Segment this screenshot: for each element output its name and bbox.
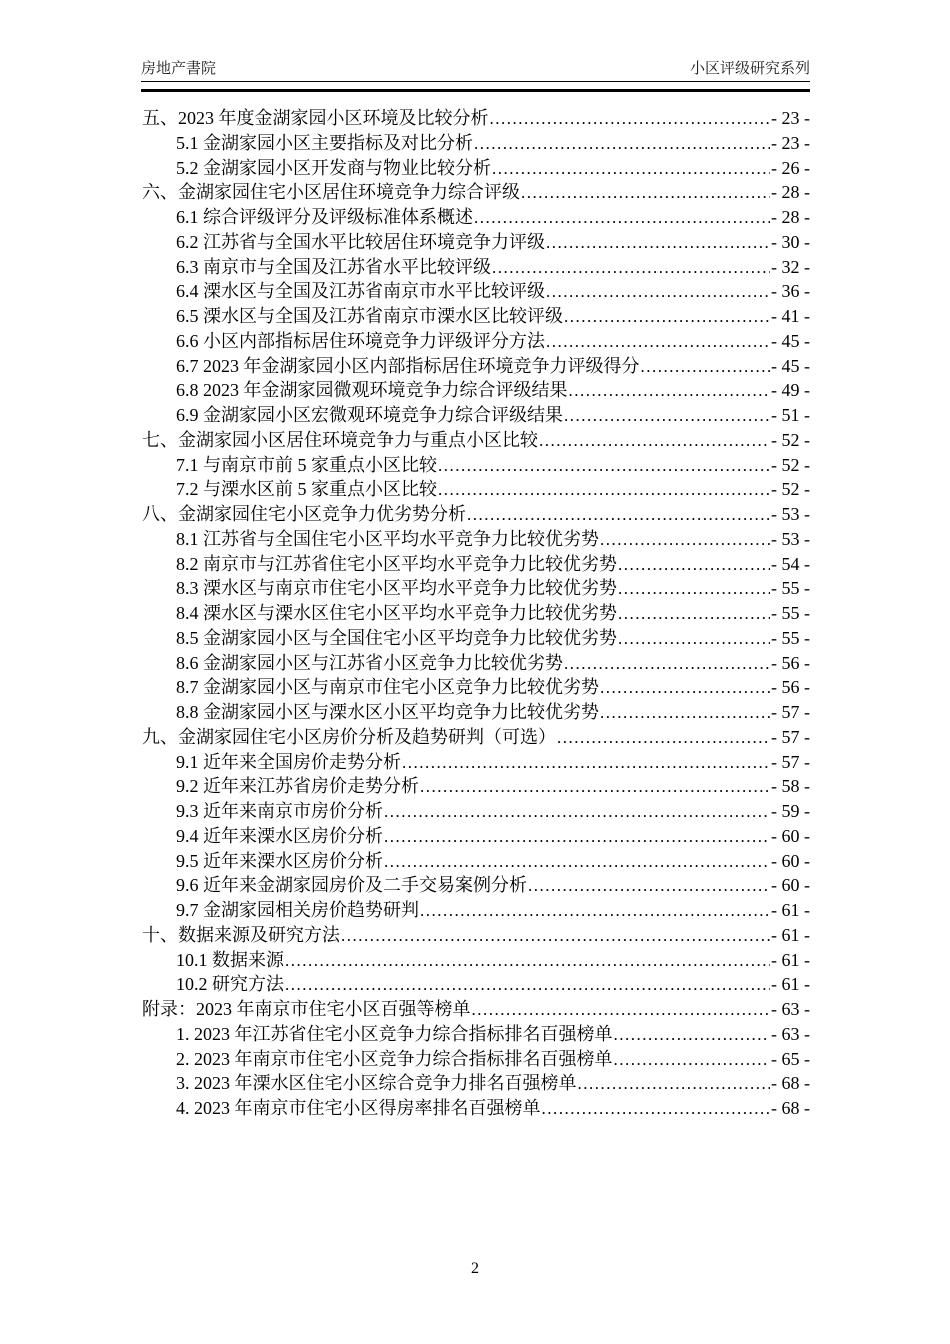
toc-entry-label: 8.3 溧水区与南京市住宅小区平均水平竞争力比较优劣势	[176, 578, 617, 599]
toc-dot-leader	[285, 973, 770, 998]
toc-dot-leader	[618, 627, 770, 652]
toc-entry[interactable]	[142, 923, 810, 948]
toc-entry-page: - 36 -	[771, 281, 810, 302]
toc-dot-leader	[528, 874, 770, 899]
toc-entry-label: 3. 2023 年溧水区住宅小区综合竞争力排名百强榜单	[176, 1073, 577, 1094]
toc-entry[interactable]	[142, 304, 810, 329]
toc-entry-label: 7.2 与溧水区前 5 家重点小区比较	[176, 479, 437, 500]
header-rule-thin	[141, 81, 810, 82]
toc-entry-page: - 60 -	[771, 825, 810, 846]
toc-entry-label: 五、2023 年度金湖家园小区环境及比较分析	[142, 108, 489, 128]
toc-entry-label: 10.2 研究方法	[176, 974, 284, 995]
toc-entry-label: 8.4 溧水区与溧水区住宅小区平均水平竞争力比较优劣势	[176, 603, 617, 623]
toc-entry-page: - 61 -	[771, 900, 810, 920]
toc-dot-leader	[420, 775, 770, 800]
toc-entry-page: - 58 -	[771, 776, 810, 797]
toc-entry-label: 十、数据来源及研究方法	[142, 924, 340, 945]
toc-dot-leader	[614, 1023, 771, 1048]
toc-dot-leader	[618, 577, 770, 602]
toc-entry-label: 6.6 小区内部指标居住环境竞争力评级评分方法	[176, 330, 545, 351]
toc-entry-page: - 52 -	[771, 454, 810, 475]
toc-entry-page: - 49 -	[771, 380, 810, 401]
toc-entry[interactable]	[142, 725, 810, 750]
toc-entry-page: - 57 -	[771, 702, 810, 722]
toc-entry[interactable]	[142, 403, 810, 428]
toc-entry-label: 8.8 金湖家园小区与溧水区小区平均竞争力比较优劣势	[176, 702, 599, 722]
toc-entry-label: 6.9 金湖家园小区宏微观环境竞争力综合评级结果	[176, 405, 563, 425]
toc-dot-leader	[557, 726, 770, 751]
toc-entry-page: - 55 -	[771, 627, 810, 648]
toc-entry-label: 附录：2023 年南京市住宅小区百强等榜单	[142, 999, 471, 1019]
toc-entry-page: - 23 -	[771, 108, 810, 128]
toc-entry[interactable]	[142, 824, 810, 849]
toc-entry-label: 6.2 江苏省与全国水平比较居住环境竞争力评级	[176, 231, 545, 252]
toc-entry-label: 8.7 金湖家园小区与南京市住宅小区竞争力比较优劣势	[176, 677, 599, 698]
toc-entry-page: - 45 -	[771, 355, 810, 376]
toc-dot-leader	[402, 751, 770, 776]
toc-entry-page: - 61 -	[771, 949, 810, 970]
toc-entry-label: 2. 2023 年南京市住宅小区竞争力综合指标排名百强榜单	[176, 1048, 613, 1069]
toc-entry-label: 9.2 近年来江苏省房价走势分析	[176, 776, 419, 797]
toc-entry-label: 6.1 综合评级评分及评级标准体系概述	[176, 207, 473, 227]
toc-entry[interactable]	[142, 453, 810, 478]
toc-entry[interactable]	[142, 799, 810, 824]
toc-dot-leader	[474, 132, 770, 157]
toc-entry[interactable]	[142, 131, 810, 156]
toc-dot-leader	[600, 701, 770, 726]
toc-entry[interactable]	[142, 873, 810, 898]
toc-entry[interactable]	[142, 626, 810, 651]
toc-entry[interactable]	[142, 675, 810, 700]
toc-dot-leader	[546, 280, 770, 305]
toc-dot-leader	[384, 850, 770, 875]
toc-entry[interactable]	[142, 502, 810, 527]
toc-entry-label: 6.5 溧水区与全国及江苏省南京市溧水区比较评级	[176, 306, 563, 326]
toc-entry-page: - 63 -	[771, 999, 810, 1019]
toc-entry-label: 8.1 江苏省与全国住宅小区平均水平竞争力比较优劣势	[176, 528, 599, 549]
toc-dot-leader	[569, 379, 771, 404]
toc-entry-page: - 57 -	[771, 751, 810, 772]
toc-entry-label: 6.4 溧水区与全国及江苏省南京市水平比较评级	[176, 281, 545, 302]
toc-entry-page: - 60 -	[771, 850, 810, 871]
toc-entry-page: - 68 -	[771, 1073, 810, 1094]
toc-entry[interactable]	[142, 948, 810, 973]
toc-entry-page: - 28 -	[771, 182, 810, 203]
toc-entry-page: - 45 -	[771, 330, 810, 351]
toc-dot-leader	[618, 553, 770, 578]
toc-entry-page: - 55 -	[771, 578, 810, 599]
toc-entry[interactable]	[142, 527, 810, 552]
toc-dot-leader	[546, 231, 770, 256]
toc-entry[interactable]	[142, 106, 810, 131]
toc-dot-leader	[564, 652, 770, 677]
toc-entry[interactable]	[142, 255, 810, 280]
toc-dot-leader	[600, 676, 770, 701]
toc-dot-leader	[539, 429, 770, 454]
toc-entry-page: - 23 -	[771, 132, 810, 153]
toc-entry-page: - 57 -	[771, 726, 810, 747]
toc-dot-leader	[521, 181, 770, 206]
toc-entry-page: - 68 -	[771, 1098, 810, 1118]
toc-entry[interactable]	[142, 230, 810, 255]
toc-entry[interactable]	[142, 428, 810, 453]
toc-entry-page: - 54 -	[771, 553, 810, 574]
toc-entry-page: - 63 -	[771, 1023, 810, 1044]
toc-entry-label: 六、金湖家园住宅小区居住环境竞争力综合评级	[142, 182, 520, 203]
toc-dot-leader	[438, 478, 770, 503]
toc-entry-page: - 52 -	[771, 479, 810, 500]
toc-entry-label: 4. 2023 年南京市住宅小区得房率排名百强榜单	[176, 1098, 541, 1118]
toc-entry[interactable]	[142, 750, 810, 775]
toc-entry-page: - 61 -	[771, 924, 810, 945]
page-header	[141, 57, 810, 78]
toc-entry[interactable]	[142, 279, 810, 304]
toc-entry[interactable]	[142, 1071, 810, 1096]
toc-entry-label: 10.1 数据来源	[176, 949, 284, 970]
toc-dot-leader	[564, 404, 770, 429]
toc-entry-label: 8.6 金湖家园小区与江苏省小区竞争力比较优劣势	[176, 652, 563, 673]
toc-dot-leader	[420, 899, 770, 924]
toc-entry-page: - 60 -	[771, 875, 810, 896]
toc-entry[interactable]	[142, 1022, 810, 1047]
toc-entry[interactable]	[142, 576, 810, 601]
toc-dot-leader	[472, 998, 771, 1023]
toc-dot-leader	[384, 825, 770, 850]
toc-entry[interactable]	[142, 651, 810, 676]
toc-entry-page: - 59 -	[771, 801, 810, 821]
toc-entry[interactable]	[142, 849, 810, 874]
toc-entry-page: - 30 -	[771, 231, 810, 252]
header-right-text: 小区评级研究系列	[689, 60, 810, 77]
toc-entry-label: 9.7 金湖家园相关房价趋势研判	[176, 900, 419, 920]
toc-entry[interactable]	[142, 329, 810, 354]
toc-entry-page: - 61 -	[771, 974, 810, 995]
toc-entry-label: 1. 2023 年江苏省住宅小区竞争力综合指标排名百强榜单	[176, 1023, 613, 1044]
toc-dot-leader	[600, 528, 770, 553]
toc-entry[interactable]	[142, 898, 810, 923]
toc-entry-label: 七、金湖家园小区居住环境竞争力与重点小区比较	[142, 429, 538, 450]
toc-entry[interactable]	[142, 354, 810, 379]
toc-entry-page: - 53 -	[771, 504, 810, 524]
toc-entry-page: - 26 -	[771, 157, 810, 178]
toc-dot-leader	[618, 602, 770, 627]
toc-entry-page: - 56 -	[771, 677, 810, 698]
toc-dot-leader	[384, 800, 770, 825]
toc-entry-label: 6.8 2023 年金湖家园微观环境竞争力综合评级结果	[176, 380, 568, 401]
page-number: 2	[471, 1260, 479, 1277]
toc-dot-leader	[564, 305, 770, 330]
toc-entry[interactable]	[142, 378, 810, 403]
toc-entry[interactable]	[142, 1047, 810, 1072]
toc-entry-page: - 55 -	[771, 603, 810, 623]
toc-entry-label: 5.1 金湖家园小区主要指标及对比分析	[176, 132, 473, 153]
toc-entry[interactable]	[142, 700, 810, 725]
toc-dot-leader	[492, 157, 770, 182]
page-footer	[0, 1260, 950, 1278]
header-left-text: 房地产書院	[141, 60, 217, 77]
toc-entry-page: - 52 -	[771, 429, 810, 450]
toc-dot-leader	[542, 1097, 771, 1122]
header-rule-thick	[141, 89, 810, 92]
toc-entry-label: 5.2 金湖家园小区开发商与物业比较分析	[176, 157, 491, 178]
toc-entry-page: - 32 -	[771, 256, 810, 277]
toc-entry[interactable]	[142, 1096, 810, 1121]
toc-entry[interactable]	[142, 180, 810, 205]
toc-entry[interactable]	[142, 997, 810, 1022]
toc-entry[interactable]	[142, 774, 810, 799]
toc-entry-page: - 56 -	[771, 652, 810, 673]
toc-dot-leader	[492, 256, 770, 281]
toc-entry-label: 9.6 近年来金湖家园房价及二手交易案例分析	[176, 875, 527, 896]
toc-entry[interactable]	[142, 972, 810, 997]
toc-dot-leader	[467, 503, 770, 528]
toc-dot-leader	[474, 206, 770, 231]
toc-entry-label: 9.1 近年来全国房价走势分析	[176, 751, 401, 772]
toc-entry-label: 八、金湖家园住宅小区竞争力优劣势分析	[142, 504, 466, 524]
toc-entry-label: 9.4 近年来溧水区房价分析	[176, 825, 383, 846]
toc-dot-leader	[438, 454, 770, 479]
toc-entry-page: - 53 -	[771, 528, 810, 549]
toc-entry-label: 8.2 南京市与江苏省住宅小区平均水平竞争力比较优劣势	[176, 553, 617, 574]
toc-entry-label: 9.3 近年来南京市房价分析	[176, 801, 383, 821]
toc-entry-label: 7.1 与南京市前 5 家重点小区比较	[176, 454, 437, 475]
toc-dot-leader	[490, 107, 771, 132]
toc-entry-label: 9.5 近年来溧水区房价分析	[176, 850, 383, 871]
toc-entry[interactable]	[142, 156, 810, 181]
toc-entry[interactable]	[142, 477, 810, 502]
toc-dot-leader	[578, 1072, 771, 1097]
toc-dot-leader	[641, 355, 771, 380]
toc-entry-label: 6.3 南京市与全国及江苏省水平比较评级	[176, 256, 491, 277]
toc-entry[interactable]	[142, 205, 810, 230]
toc-entry[interactable]	[142, 601, 810, 626]
toc-entry-label: 6.7 2023 年金湖家园小区内部指标居住环境竞争力评级得分	[176, 355, 640, 376]
toc-entry-page: - 28 -	[771, 207, 810, 227]
toc-entry-page: - 65 -	[771, 1048, 810, 1069]
toc-entry[interactable]	[142, 552, 810, 577]
toc-dot-leader	[546, 330, 770, 355]
toc-entry-label: 8.5 金湖家园小区与全国住宅小区平均竞争力比较优劣势	[176, 627, 617, 648]
toc-dot-leader	[285, 949, 770, 974]
toc-entry-label: 九、金湖家园住宅小区房价分析及趋势研判（可选）	[142, 726, 556, 747]
toc-entry-page: - 41 -	[771, 306, 810, 326]
toc-dot-leader	[614, 1048, 771, 1073]
toc-entry-page: - 51 -	[771, 405, 810, 425]
table-of-contents	[142, 106, 810, 1121]
toc-dot-leader	[341, 924, 770, 949]
